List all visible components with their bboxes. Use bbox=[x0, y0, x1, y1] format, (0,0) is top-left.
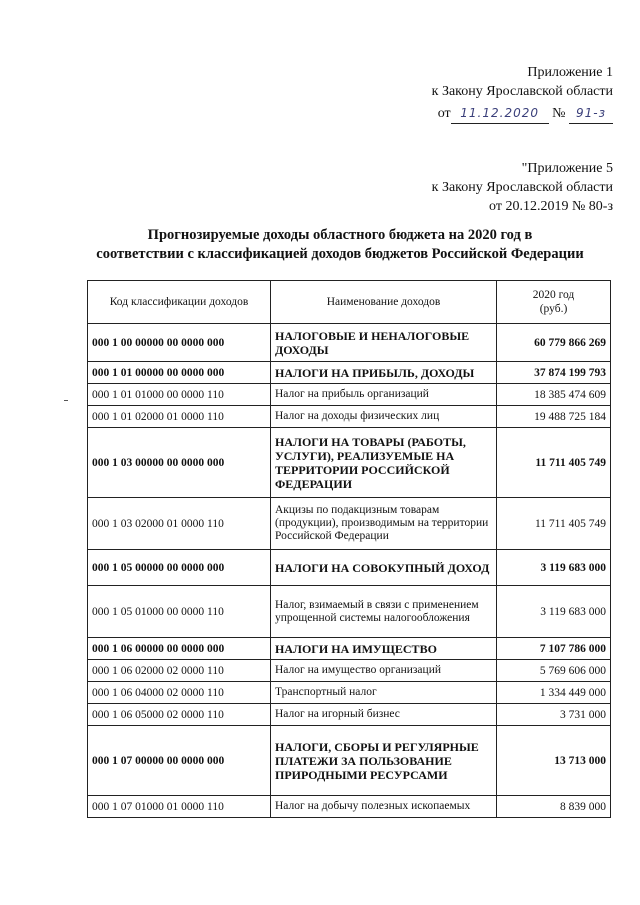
document-title-line-1: Прогнозируемые доходы областного бюджета на 2020 год в bbox=[147, 227, 533, 243]
row-amount: 19 488 725 184 bbox=[497, 406, 611, 428]
table-row bbox=[88, 796, 611, 818]
amended-appendix-law-ref: к Закону Ярославской области bbox=[431, 180, 613, 195]
handwritten-number: 91-з bbox=[569, 104, 613, 124]
amended-appendix-title: "Приложение 5 bbox=[521, 161, 613, 176]
table-row bbox=[88, 550, 611, 586]
row-name: НАЛОГИ, СБОРЫ И РЕГУЛЯРНЫЕ ПЛАТЕЖИ ЗА ПОЛЬЗОВАНИЕ ПРИРОДНЫМИ РЕСУРСАМИ bbox=[271, 726, 497, 796]
header-amount bbox=[497, 281, 611, 324]
row-name: Налог, взимаемый в связи с применением упрощенной системы налогообложения bbox=[271, 586, 497, 638]
row-code: 000 1 06 05000 02 0000 110 bbox=[88, 704, 271, 726]
appendix-header bbox=[432, 63, 613, 124]
row-name: Налог на прибыль организаций bbox=[271, 384, 497, 406]
row-amount: 1 334 449 000 bbox=[497, 682, 611, 704]
row-name: Налог на доходы физических лиц bbox=[271, 406, 497, 428]
row-name: Транспортный налог bbox=[271, 682, 497, 704]
row-amount: 60 779 866 269 bbox=[497, 324, 611, 362]
row-amount: 5 769 606 000 bbox=[497, 660, 611, 682]
row-amount: 18 385 474 609 bbox=[497, 384, 611, 406]
row-amount: 8 839 000 bbox=[497, 796, 611, 818]
row-code: 000 1 00 00000 00 0000 000 bbox=[88, 324, 271, 362]
row-code: 000 1 03 00000 00 0000 000 bbox=[88, 428, 271, 498]
table-row bbox=[88, 660, 611, 682]
row-amount: 11 711 405 749 bbox=[497, 498, 611, 550]
row-amount: 13 713 000 bbox=[497, 726, 611, 796]
table-row bbox=[88, 704, 611, 726]
row-code: 000 1 06 02000 02 0000 110 bbox=[88, 660, 271, 682]
appendix-title: Приложение 1 bbox=[527, 65, 613, 80]
header-code: Код классификации доходов bbox=[88, 281, 271, 324]
number-label: № bbox=[552, 106, 566, 121]
row-name: НАЛОГИ НА ИМУЩЕСТВО bbox=[271, 638, 497, 660]
table-row bbox=[88, 428, 611, 498]
table-row bbox=[88, 638, 611, 660]
document-title-line-2: соответствии с классификацией доходов бюджетов Российской Федерации bbox=[96, 246, 584, 262]
table-row bbox=[88, 682, 611, 704]
row-amount: 3 119 683 000 bbox=[497, 586, 611, 638]
appendix-date-number-line bbox=[432, 104, 613, 124]
table-row bbox=[88, 726, 611, 796]
margin-mark bbox=[64, 400, 68, 401]
row-code: 000 1 01 01000 00 0000 110 bbox=[88, 384, 271, 406]
row-code: 000 1 07 00000 00 0000 000 bbox=[88, 726, 271, 796]
row-amount: 7 107 786 000 bbox=[497, 638, 611, 660]
row-code: 000 1 05 01000 00 0000 110 bbox=[88, 586, 271, 638]
header-amount-year: 2020 год bbox=[532, 289, 575, 301]
amended-appendix-header bbox=[432, 159, 613, 216]
table-header-row bbox=[88, 281, 611, 324]
row-name: Налог на добычу полезных ископаемых bbox=[271, 796, 497, 818]
row-code: 000 1 06 00000 00 0000 000 bbox=[88, 638, 271, 660]
row-amount: 11 711 405 749 bbox=[497, 428, 611, 498]
amended-appendix-date: от 20.12.2019 № 80-з bbox=[489, 199, 613, 214]
row-code: 000 1 06 04000 02 0000 110 bbox=[88, 682, 271, 704]
row-name: Акцизы по подакцизным товарам (продукции), производимым на территории Российской Федерации bbox=[271, 498, 497, 550]
row-name: НАЛОГИ НА СОВОКУПНЫЙ ДОХОД bbox=[271, 550, 497, 586]
handwritten-date: 11.12.2020 bbox=[451, 104, 549, 124]
row-amount: 37 874 199 793 bbox=[497, 362, 611, 384]
row-code: 000 1 03 02000 01 0000 110 bbox=[88, 498, 271, 550]
row-code: 000 1 01 02000 01 0000 110 bbox=[88, 406, 271, 428]
row-code: 000 1 01 00000 00 0000 000 bbox=[88, 362, 271, 384]
table-row bbox=[88, 362, 611, 384]
table-row bbox=[88, 324, 611, 362]
row-name: Налог на имущество организаций bbox=[271, 660, 497, 682]
row-amount: 3 731 000 bbox=[497, 704, 611, 726]
row-amount: 3 119 683 000 bbox=[497, 550, 611, 586]
header-amount-unit: (руб.) bbox=[539, 303, 568, 315]
appendix-law-ref: к Закону Ярославской области bbox=[431, 84, 613, 99]
row-name: Налог на игорный бизнес bbox=[271, 704, 497, 726]
document-title bbox=[60, 226, 620, 264]
table-row bbox=[88, 498, 611, 550]
revenue-table bbox=[87, 280, 611, 818]
from-label: от bbox=[437, 106, 451, 121]
row-code: 000 1 07 01000 01 0000 110 bbox=[88, 796, 271, 818]
table-row bbox=[88, 406, 611, 428]
table-row bbox=[88, 384, 611, 406]
table-body bbox=[88, 324, 611, 818]
row-name: НАЛОГИ НА ТОВАРЫ (РАБОТЫ, УСЛУГИ), РЕАЛИЗУЕМЫЕ НА ТЕРРИТОРИИ РОССИЙСКОЙ ФЕДЕРАЦИИ bbox=[271, 428, 497, 498]
row-name: НАЛОГИ НА ПРИБЫЛЬ, ДОХОДЫ bbox=[271, 362, 497, 384]
table-row bbox=[88, 586, 611, 638]
row-name: НАЛОГОВЫЕ И НЕНАЛОГОВЫЕ ДОХОДЫ bbox=[271, 324, 497, 362]
header-name: Наименование доходов bbox=[271, 281, 497, 324]
row-code: 000 1 05 00000 00 0000 000 bbox=[88, 550, 271, 586]
